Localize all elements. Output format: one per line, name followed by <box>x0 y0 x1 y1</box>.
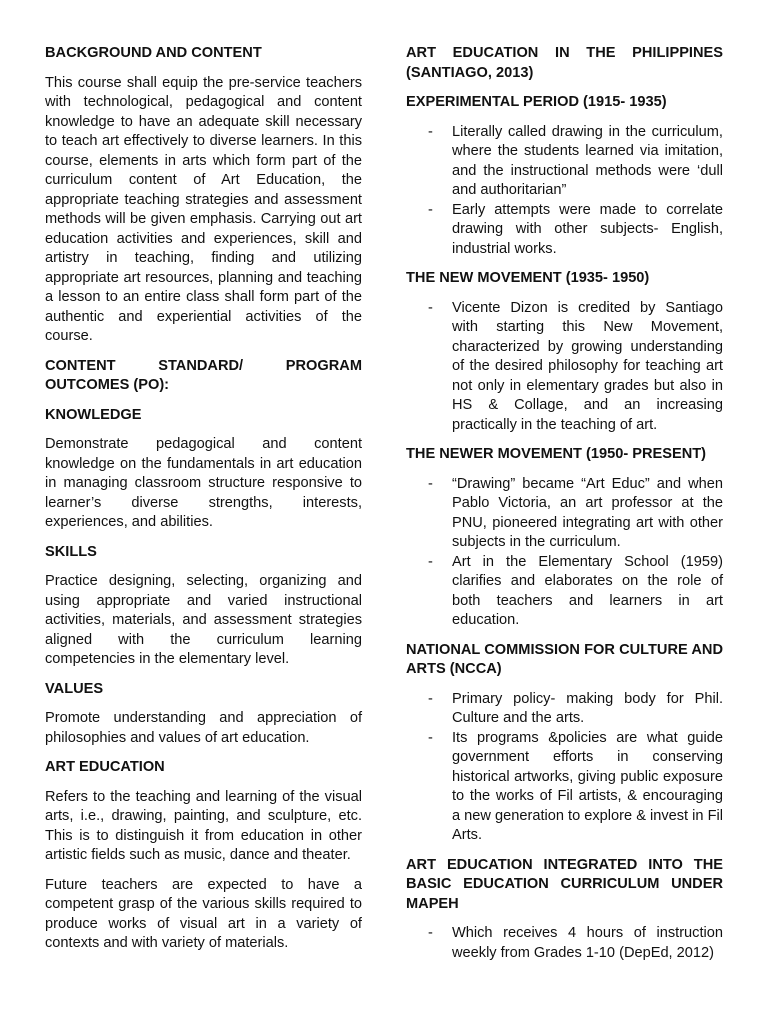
new-movement-list <box>406 299 723 436</box>
dash-bullet: - <box>428 475 433 492</box>
list-item-text: Its programs &policies are what guide government efforts in conserving historical artworks, giving public exposure to the works of Fil artists, & encouraging a new generation to explore & invest in Fil Arts. <box>452 729 723 843</box>
dash-bullet: - <box>428 690 433 707</box>
dash-bullet: - <box>428 201 433 218</box>
mapeh-heading: ART EDUCATION INTEGRATED INTO THE BASIC EDUCATION CURRICULUM UNDER MAPEH <box>406 856 723 912</box>
background-heading: BACKGROUND AND CONTENT <box>45 45 262 61</box>
ncca-list <box>406 690 723 846</box>
list-item <box>406 201 723 260</box>
left-column <box>45 44 362 964</box>
experimental-period-heading: EXPERIMENTAL PERIOD (1915- 1935) <box>406 94 667 110</box>
list-item <box>406 729 723 846</box>
new-movement-heading: THE NEW MOVEMENT (1935- 1950) <box>406 270 650 286</box>
ncca-heading: NATIONAL COMMISSION FOR CULTURE AND ARTS (NCCA) <box>406 641 723 677</box>
art-education-heading: ART EDUCATION <box>45 759 165 775</box>
background-text: This course shall equip the pre-service teachers with technological, pedagogical and content knowledge to have an adequate skill necessary to teach art effectively to diverse learners. In this course, elements in arts which form part of the curriculum content of Art Education, the appropriate teaching strategies and assessment methods will be given emphasis. Carrying out art education activities and experiences, skill and artistry in teaching, finding and utilizing appropriate art resources, planning and teaching a lesson to an entire class shall form part of the authentic and experiential activities of the course. <box>45 74 362 344</box>
list-item <box>406 123 723 201</box>
dash-bullet: - <box>428 299 433 316</box>
values-heading: VALUES <box>45 680 104 697</box>
art-education-text-2: Future teachers are expected to have a competent grasp of the various skills required to produce works of visual art in a variety of contexts and with variety of materials. <box>45 876 362 951</box>
skills-text: Practice designing, selecting, organizing and using appropriate and varied instructional activities, materials, and assessment strategies aligned with the curriculum learning competencies in the elementary level. <box>45 573 362 667</box>
list-item-text: Literally called drawing in the curriculum, where the students learned via imitation, and the instructional methods were ‘dull and authoritarian” <box>452 123 723 198</box>
skills-heading: SKILLS <box>45 543 97 560</box>
list-item <box>406 690 723 729</box>
mapeh-list <box>406 924 723 963</box>
dash-bullet: - <box>428 553 433 570</box>
list-item <box>406 924 723 963</box>
list-item-text: Primary policy- making body for Phil. Culture and the arts. <box>452 690 723 726</box>
list-item-text: Art in the Elementary School (1959) clarifies and elaborates on the role of both teachers and learners in art education. <box>452 553 723 628</box>
newer-movement-heading: THE NEWER MOVEMENT (1950- PRESENT) <box>406 446 707 462</box>
list-item-text: Vicente Dizon is credited by Santiago with starting this New Movement, characterized by growing understanding of the desired philosophy for teaching art not only in elementary grades but also in HS & Collage, and an increasing practically in the teaching of art. <box>452 299 723 433</box>
philippines-heading: ART EDUCATION IN THE PHILIPPINES (SANTIAGO, 2013) <box>406 45 723 81</box>
list-item <box>406 299 723 436</box>
newer-movement-list <box>406 475 723 631</box>
values-text: Promote understanding and appreciation of philosophies and values of art education. <box>45 710 362 746</box>
art-education-text-1: Refers to the teaching and learning of the visual arts, i.e., drawing, painting, and sculpture, etc. This is to distinguish it from education in other artistic fields such as music, dance and theater. <box>45 788 362 863</box>
knowledge-text: Demonstrate pedagogical and content knowledge on the fundamentals in art education in managing classroom structure responsive to learner’s diverse strengths, interests, experiences, and abilities. <box>45 436 362 530</box>
experimental-period-list <box>406 123 723 260</box>
content-standard-heading: CONTENT STANDARD/ PROGRAM OUTCOMES (PO): <box>45 357 362 393</box>
list-item <box>406 553 723 631</box>
right-column <box>406 44 723 973</box>
dash-bullet: - <box>428 729 433 746</box>
dash-bullet: - <box>428 925 433 941</box>
list-item <box>406 475 723 553</box>
list-item-text: Early attempts were made to correlate drawing with other subjects- English, industrial works. <box>452 201 723 257</box>
knowledge-heading: KNOWLEDGE <box>45 406 142 423</box>
dash-bullet: - <box>428 123 433 140</box>
list-item-text: Which receives 4 hours of instruction weekly from Grades 1-10 (DepEd, 2012) <box>452 925 723 961</box>
list-item-text: “Drawing” became “Art Educ” and when Pablo Victoria, an art professor at the PNU, pioneered integrating art with other subjects in the curriculum. <box>452 475 723 550</box>
